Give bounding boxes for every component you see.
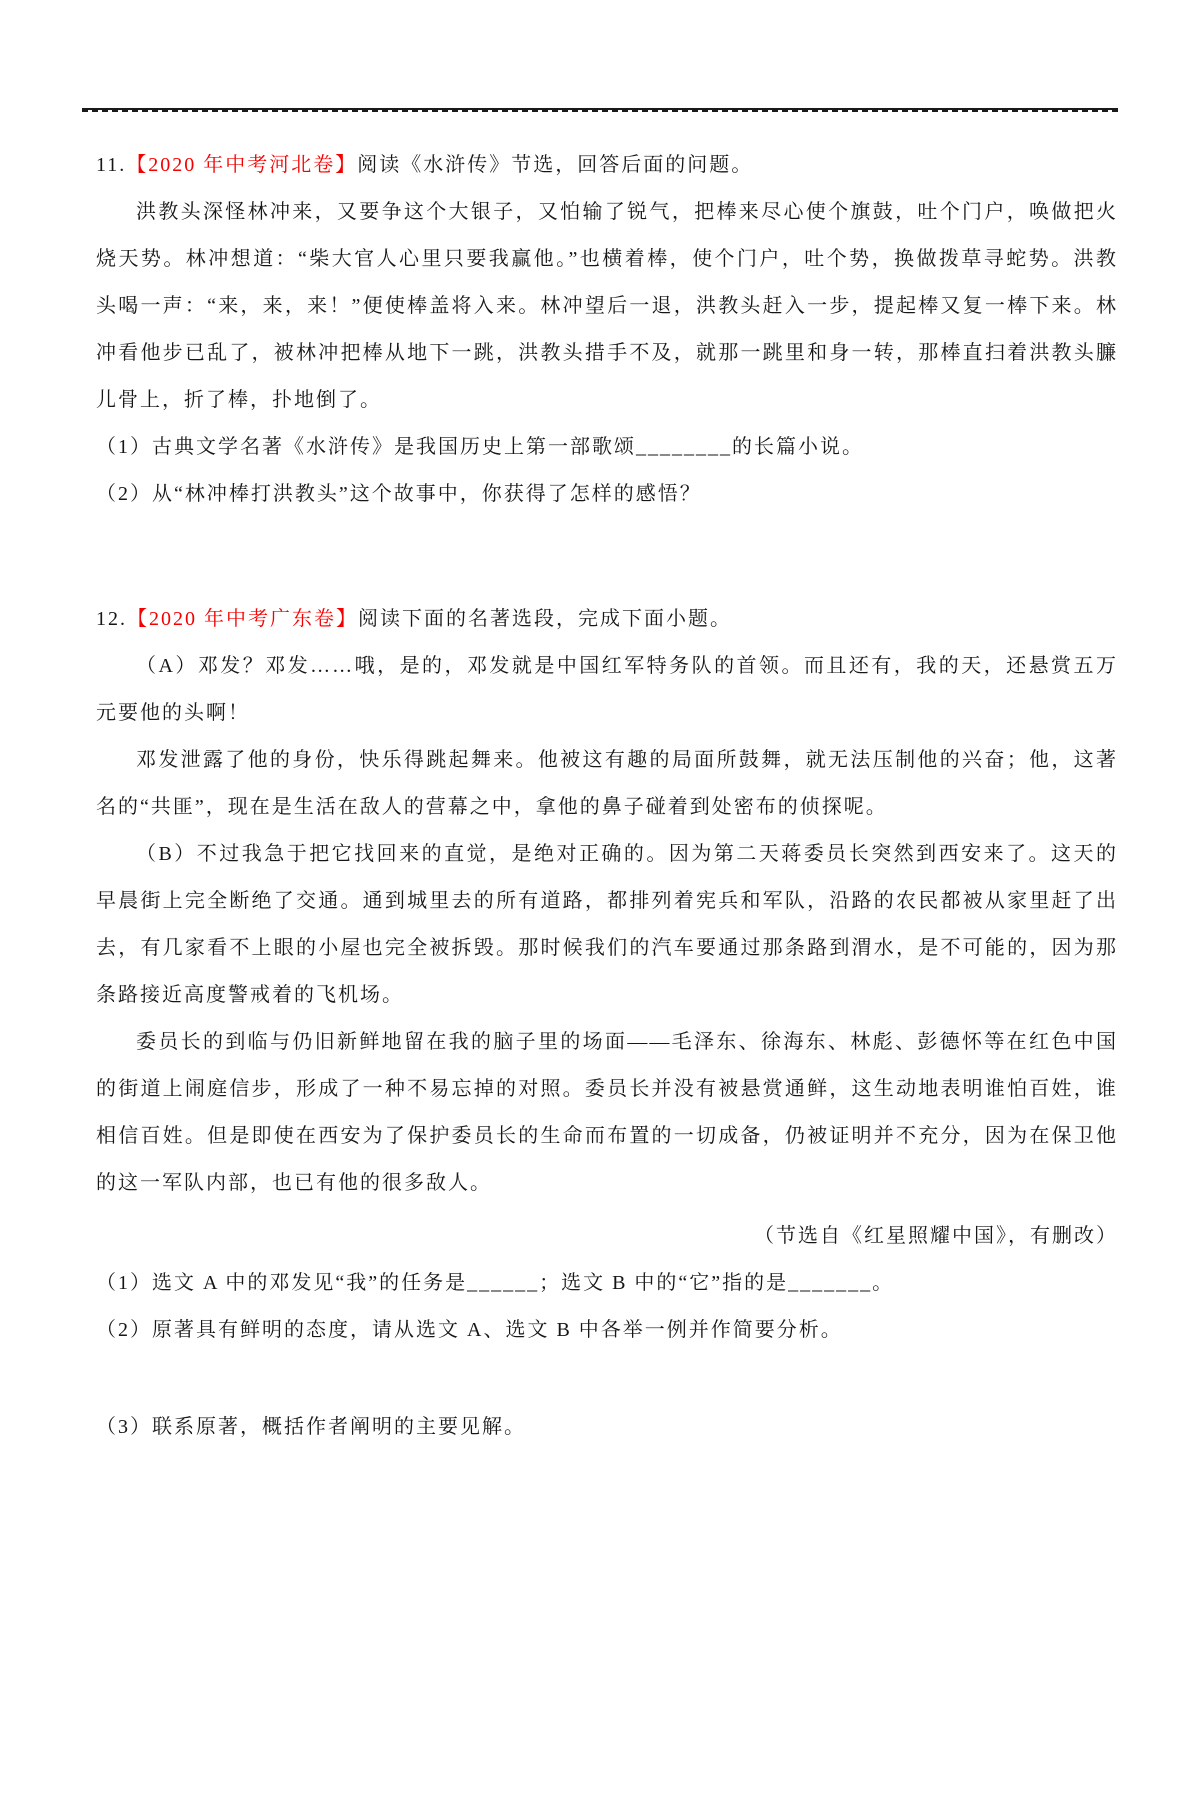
document-body (96, 142, 1118, 1451)
page-top-divider (82, 108, 1118, 112)
question-11-number: 11. (96, 154, 127, 176)
question-11-passage: 洪教头深怪林冲来，又要争这个大银子，又怕输了锐气，把棒来尽心使个旗鼓，吐个门户，唤做把火烧天势。林冲想道：“柴大官人心里只要我赢他。”也横着棒，使个门户，吐个势，换做拨草寻蛇势。洪教头喝一声：“来，来，来！”便使棒盖将入来。林冲望后一退，洪教头赶入一步，提起棒又复一棒下来。林冲看他步已乱了，被林冲把棒从地下一跳，洪教头措手不及，就那一跳里和身一转，那棒直扫着洪教头臁儿骨上，折了棒，扑地倒了。 (96, 201, 1118, 411)
question-12-number: 12. (96, 608, 127, 630)
question-11-intro: 阅读《水浒传》节选，回答后面的问题。 (357, 154, 754, 176)
question-12-passage-b: （B）不过我急于把它找回来的直觉，是绝对正确的。因为第二天蒋委员长突然到西安来了。这天的早晨街上完全断绝了交通。通到城里去的所有道路，都排列着宪兵和军队，沿路的农民都被从家里赶了出去，有几家看不上眼的小屋也完全被拆毁。那时候我们的汽车要通过那条路到渭水，是不可能的，因为那条路接近高度警戒着的飞机场。 (96, 843, 1118, 1006)
question-12-passage-a2: 邓发泄露了他的身份，快乐得跳起舞来。他被这有趣的局面所鼓舞，就无法压制他的兴奋；他，这著名的“共匪”，现在是生活在敌人的营幕之中，拿他的鼻子碰着到处密布的侦探呢。 (96, 749, 1118, 818)
question-12-heading (96, 596, 1118, 643)
question-12-intro: 阅读下面的名著选段，完成下面小题。 (358, 608, 732, 630)
question-12-passage-a: （A）邓发？邓发……哦，是的，邓发就是中国红军特务队的首领。而且还有，我的天，还悬赏五万元要他的头啊！ (96, 655, 1118, 724)
question-12-subquestion-2: （2）原著具有鲜明的态度，请从选文 A、选文 B 中各举一例并作简要分析。 (96, 1319, 843, 1341)
question-12-section (96, 596, 1118, 1451)
question-11-subquestion-1: （1）古典文学名著《水浒传》是我国历史上第一部歌颂________的长篇小说。 (96, 436, 864, 458)
question-12-subquestion-1: （1）选文 A 中的邓发见“我”的任务是______；选文 B 中的“它”指的是_______。 (96, 1272, 895, 1294)
question-11-section (96, 142, 1118, 518)
question-12-source-attribution: （节选自《红星照耀中国》，有删改） (754, 1225, 1118, 1247)
question-12-exam-tag: 【2020 年中考广东卷】 (127, 608, 358, 630)
question-12-subquestion-3: （3）联系原著，概括作者阐明的主要见解。 (96, 1416, 526, 1438)
question-11-exam-tag: 【2020 年中考河北卷】 (126, 154, 358, 176)
question-11-subquestion-2: （2）从“林冲棒打洪教头”这个故事中，你获得了怎样的感悟？ (96, 483, 702, 505)
question-12-passage-b2: 委员长的到临与仍旧新鲜地留在我的脑子里的场面——毛泽东、徐海东、林彪、彭德怀等在红色中国的街道上闹庭信步，形成了一种不易忘掉的对照。委员长并没有被悬赏通鲜，这生动地表明谁怕百姓，谁相信百姓。但是即使在西安为了保护委员长的生命而布置的一切成备，仍被证明并不充分，因为在保卫他的这一军队内部，也已有他的很多敌人。 (96, 1031, 1118, 1194)
question-11-heading (96, 142, 1118, 189)
